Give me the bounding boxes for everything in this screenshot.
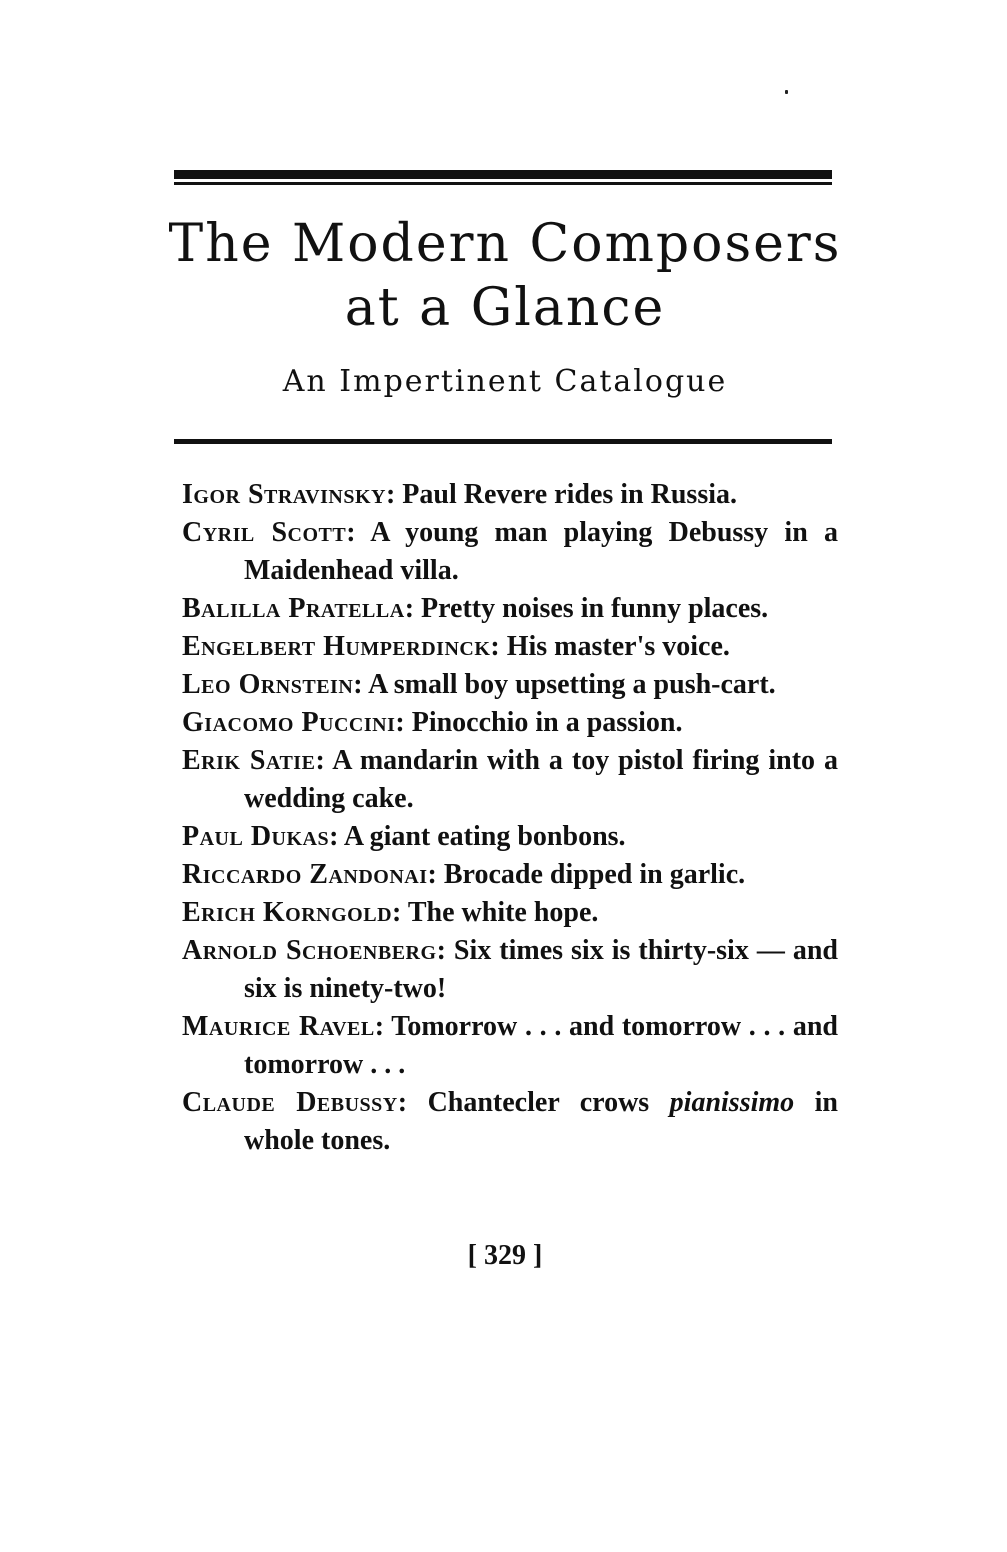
composer-description: Pinocchio in a passion. bbox=[411, 707, 683, 738]
composer-name: Erik Satie bbox=[182, 745, 316, 776]
composer-description: Paul Revere rides in Russia. bbox=[402, 479, 737, 510]
composer-name: Igor Stravinsky bbox=[182, 479, 386, 510]
composer-description: Brocade dipped in garlic. bbox=[443, 859, 746, 890]
composer-name: Arnold Schoenberg bbox=[182, 935, 437, 966]
catalogue-entry: Maurice Ravel: Tomorrow . . . and tomorrow . . . and tomorrow . . . bbox=[182, 1011, 838, 1080]
composer-name: Maurice Ravel bbox=[182, 1011, 375, 1042]
title-line-1: The Modern Composers bbox=[168, 214, 842, 274]
page-subtitle: An Impertinent Catalogue bbox=[282, 364, 728, 399]
composer-description: Chantecler crows bbox=[427, 1087, 650, 1118]
composer-description: Six times six is thirty-six — and six is ninety-two! bbox=[244, 935, 839, 1004]
catalogue-entry: Paul Dukas: A giant eating bonbons. bbox=[182, 821, 626, 852]
composer-description: A young man playing Debussy in a Maidenhead villa. bbox=[244, 517, 838, 586]
composer-description: Tomorrow . . . and tomorrow . . . and tomorrow . . . bbox=[244, 1011, 838, 1080]
composer-name: Leo Ornstein bbox=[182, 669, 354, 700]
catalogue-entry: Giacomo Puccini: Pinocchio in a passion. bbox=[182, 707, 683, 738]
top-rule-thick bbox=[174, 170, 832, 179]
composer-name: Paul Dukas bbox=[182, 821, 330, 852]
composer-description: A small boy upsetting a push-cart. bbox=[368, 669, 776, 700]
composer-description-italic: pianissimo bbox=[669, 1087, 795, 1118]
composer-name: Claude Debussy bbox=[182, 1087, 398, 1118]
catalogue-entry: Riccardo Zandonai: Brocade dipped in garlic. bbox=[182, 859, 746, 890]
page-title bbox=[150, 212, 860, 340]
composer-description: His master's voice. bbox=[506, 631, 730, 662]
composer-name: Engelbert Humperdinck bbox=[182, 631, 491, 662]
catalogue-entry: Arnold Schoenberg: Six times six is thirty-six — and six is ninety-two! bbox=[182, 935, 839, 1004]
print-speck bbox=[785, 90, 788, 94]
composer-description: Pretty noises in funny places. bbox=[421, 593, 769, 624]
composer-name: Giacomo Puccini bbox=[182, 707, 396, 738]
page-number: [ 329 ] bbox=[467, 1240, 543, 1271]
catalogue-entry: Engelbert Humperdinck: His master's voice. bbox=[182, 631, 730, 662]
catalogue-entry: Balilla Pratella: Pretty noises in funny places. bbox=[182, 593, 769, 624]
title-line-2: at a Glance bbox=[344, 278, 666, 338]
catalogue-entry: Leo Ornstein: A small boy upsetting a push-cart. bbox=[182, 669, 776, 700]
composer-description: A giant eating bonbons. bbox=[343, 821, 626, 852]
composer-description: A mandarin with a toy pistol firing into a wedding cake. bbox=[244, 745, 839, 814]
composer-description-tail: in whole tones. bbox=[244, 1087, 838, 1156]
composer-name: Cyril Scott bbox=[182, 517, 347, 548]
catalogue-entry: Erik Satie: A mandarin with a toy pistol firing into a wedding cake. bbox=[182, 745, 839, 814]
catalogue-entry: Erich Korngold: The white hope. bbox=[182, 897, 599, 928]
composer-name: Balilla Pratella bbox=[182, 593, 405, 624]
composer-description: The white hope. bbox=[407, 897, 599, 928]
top-rule-thin bbox=[174, 182, 832, 185]
section-rule bbox=[174, 439, 832, 444]
catalogue-entry: Claude Debussy: Chantecler crows pianissimo in whole tones. bbox=[182, 1087, 838, 1156]
catalogue-entry: Cyril Scott: A young man playing Debussy in a Maidenhead villa. bbox=[182, 517, 838, 586]
composer-name: Erich Korngold bbox=[182, 897, 393, 928]
composer-catalogue bbox=[182, 476, 838, 1160]
composer-name: Riccardo Zandonai bbox=[182, 859, 428, 890]
catalogue-entry: Igor Stravinsky: Paul Revere rides in Russia. bbox=[182, 479, 737, 510]
